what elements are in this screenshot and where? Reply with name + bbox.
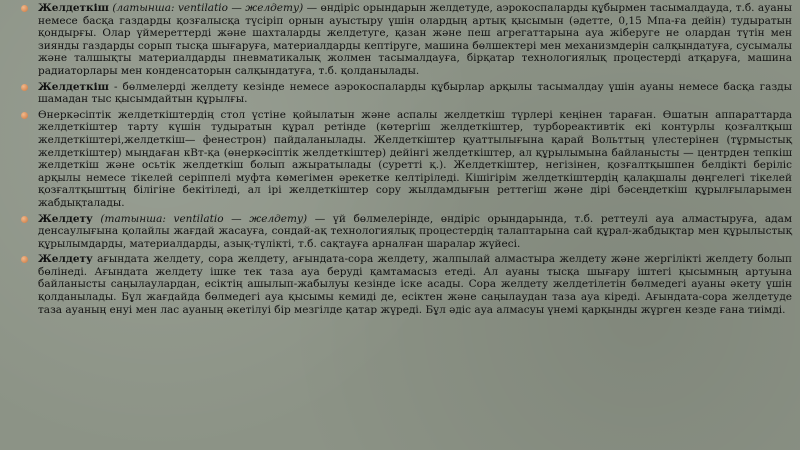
paragraph-2 — [18, 81, 792, 106]
bullet-icon — [21, 84, 28, 91]
term: Желдету — [38, 253, 93, 266]
gloss: (латынша: ventilatio — желдету) — [108, 2, 304, 14]
term: Желдету — [38, 212, 93, 225]
body-text: — үй бөлмелерінде, өндіріс орындарында, т.б. реттеулі ауа алмастыруға, адам денсаулығына қолайлы жағдай жасауға, сондай-ақ технологиялық процестердің талаптарына сай құрал-жабдықтар мен құрылыстық құрылымдарды, материалдарды, азық-түлікті, т.б. сақтауға арналған шаралар жүйесі. — [38, 212, 792, 250]
body-text: - бөлмелерді желдету кезінде немесе аэрокоспаларды құбырлар арқылы тасымалдау үшін ауаны немесе басқа газды шамадан тыс қысымдайтын құрылғы. — [38, 80, 792, 106]
body-text: — өндіріс орындарын желдетуде, аэрокоспаларды құбырмен тасымалдауда, т.б. ауаны немесе басқа газдарды қозғалысқа түсіріп орнын ауыстыру үшін олардың артық қысымын (әдетте, 0,15 Мпа-ға дейін) тудыратын қондырғы. Олар үймереттерді және шахталарды желдетуге, қазан және пеш агрегаттарына ауа жіберуге не олардан түтін мен зиянды газдарды сорып тысқа шығаруға, материалдарды кептіруге, машина бөлшектері мен механизмдерін салқындатуға, сусымалы және талшықты материалдарды пневматикалық жолмен тасымалдауға, бірқатар технологиялық процестерді атқаруға, машина радиаторлары мен конденсаторын салқындатуға, т.б. қолданылады. — [38, 2, 792, 77]
paragraph-4 — [18, 213, 792, 251]
bullet-icon — [21, 256, 28, 263]
bullet-icon — [21, 5, 28, 12]
gloss: (татынша: ventilatio — желдету) — [92, 212, 308, 225]
paragraph-1 — [18, 2, 792, 78]
body-text: ағындата желдету, сора желдету, ағындата-сора желдету, жалпылай алмастыра желдету және жергілікті желдету болып бөлінеді. Ағындата желдету ішке тек таза ауа беруді қамтамасыз етеді. Ал ауаны тысқа шығару іштегі қысымның артуына байланысты саңылаулардан, есіктің ашылып-жабылуы кезінде іске асады. Сора желдету желдетілетін бөлмедегі ауаны әкету үшін қолданылады. Бұл жағдайда бөлмедегі ауа қысымы кемиді де, есіктен және саңылаудан таза ауа кіреді. Ағындата-сора желдетуде таза ауаның енуі мен лас ауаның әкетілуі бір мезгілде қатар жүреді. Бұл әдіс ауа алмасуы үнемі қарқынды жүрген кезде ғана тиімді. — [38, 253, 792, 316]
term: Желдеткіш — [38, 80, 109, 93]
paragraph-5 — [18, 253, 792, 316]
bullet-icon — [21, 112, 28, 119]
term: Желдеткіш — [38, 2, 109, 14]
bullet-icon — [21, 216, 28, 223]
body-text: Өнеркәсіптік желдеткіштердің стол үстіне қойылатын және аспалы желдеткіш түрлері кеңінен тараған. Өшатын аппараттарда желдеткіштер тарту күшін тудыратын құрал ретінде (көтергіш желдеткіштер, турбореактивтік екі контурлы қозғалтқыш желдеткіштері,желдеткіш— фенестрон) пайдаланылады. Желдеткіштер қуаттылығына қарай Вольттың үлестерінен (тұрмыстық желдеткіштер) мыңдаған кВт-қа (өнеркәсіптік желдеткіштер) дейінгі желдеткіштер, ал құрылымына байланысты — центрден тепкіш желдеткіш және осьтік желдеткіш болып ажыратылады (суретті қ.). Желдеткіштер, негізінен, қозғалтқышпен белдікті беріліс арқылы немесе тікелей серіппелі муфта көмегімен әрекетке келтіріледі. Кішігірім желдеткіштердің қалақшалы дөңгелегі тікелей қозғалтқыштың білігіне бекітіледі, ал ірі желдеткіштер сору жылдамдығын реттегіш және дірі бәсеңдеткіш құрылғыларымен жабдықталады. — [38, 108, 792, 209]
paragraph-3 — [18, 109, 792, 210]
